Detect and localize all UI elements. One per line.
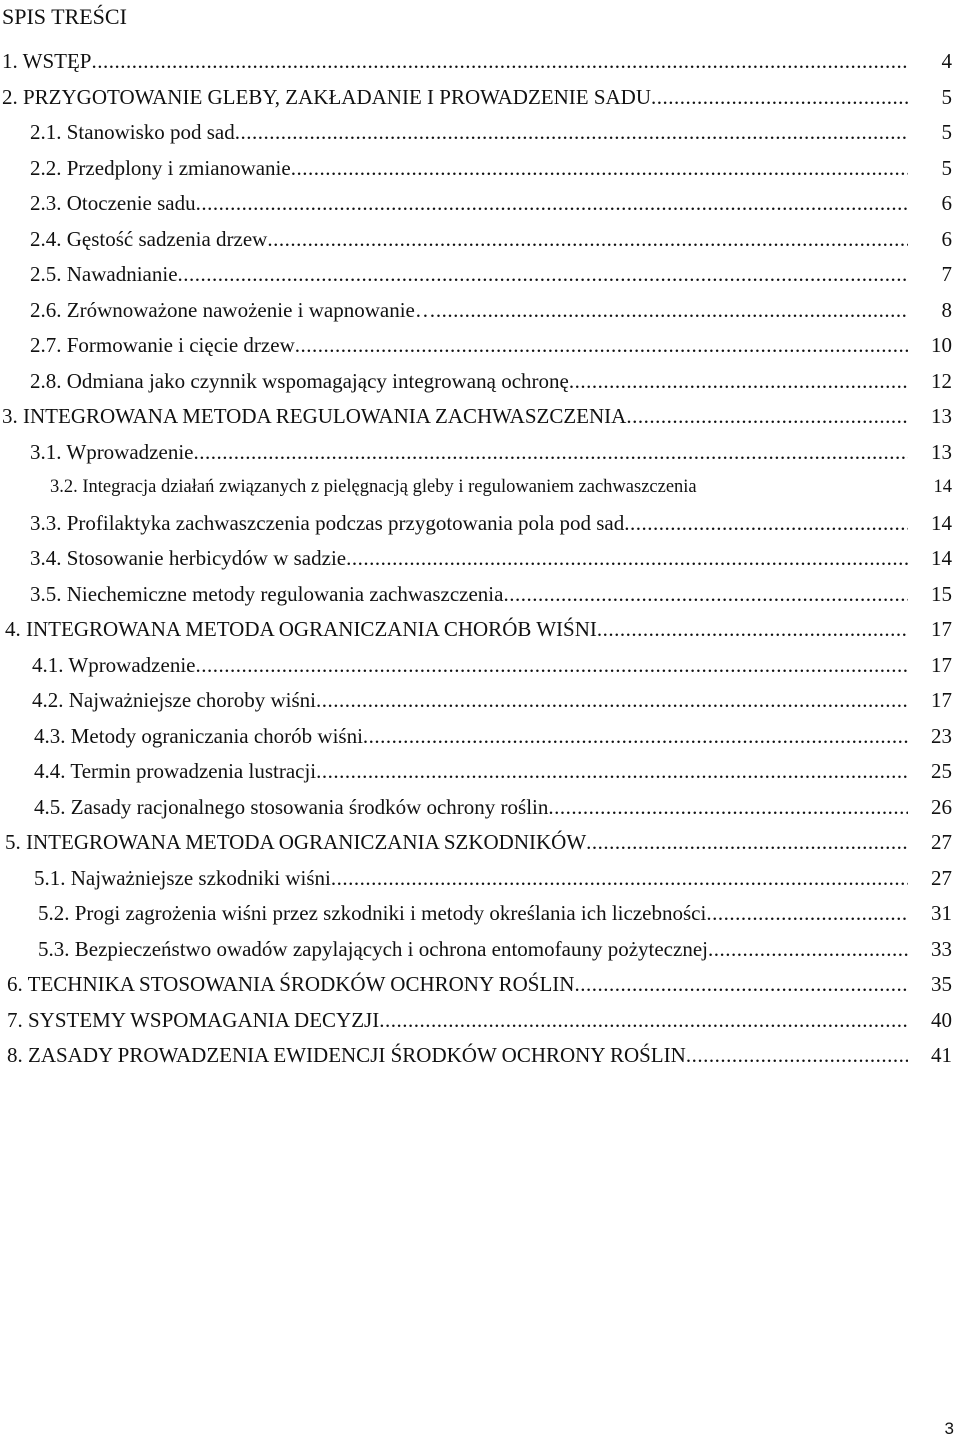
toc-entry-label: 4.5. Zasady racjonalnego stosowania środków ochrony roślin bbox=[34, 794, 549, 819]
dot-leader bbox=[196, 186, 908, 222]
page-number-footer: 3 bbox=[944, 1419, 954, 1438]
toc-page-number: 4 bbox=[941, 49, 952, 73]
toc-page-number: 13 bbox=[931, 439, 952, 464]
toc-entry-label: 3.5. Niechemiczne metody regulowania zachwaszczenia bbox=[30, 581, 504, 606]
toc-entry-label: 3.2. Integracja działań związanych z pielęgnacją gleby i regulowaniem zachwaszczenia bbox=[50, 477, 697, 497]
toc-entry-label: 4.1. Wprowadzenie bbox=[32, 652, 196, 677]
dot-leader bbox=[569, 364, 908, 400]
dot-leader bbox=[708, 932, 908, 968]
dot-leader bbox=[346, 541, 908, 577]
dot-leader bbox=[195, 648, 908, 684]
toc-page-number: 8 bbox=[941, 297, 952, 322]
dot-leader bbox=[624, 506, 908, 542]
toc-entry-label: 5.2. Progi zagrożenia wiśni przez szkodniki i metody określania ich liczebności bbox=[38, 901, 707, 925]
toc-page-number: 15 bbox=[931, 581, 952, 606]
toc-page-number: 12 bbox=[931, 368, 952, 393]
toc-page-number: 5 bbox=[941, 155, 952, 180]
toc-entry[interactable] bbox=[0, 364, 960, 400]
toc-entry[interactable] bbox=[0, 541, 960, 577]
toc-page-number: 17 bbox=[931, 652, 952, 677]
toc-page-number: 26 bbox=[931, 794, 952, 819]
dot-leader bbox=[503, 577, 908, 613]
toc-entry[interactable] bbox=[0, 328, 960, 364]
toc-entry[interactable] bbox=[0, 115, 960, 151]
toc-entry[interactable] bbox=[0, 719, 960, 755]
toc-entry[interactable] bbox=[0, 754, 960, 790]
dot-leader bbox=[436, 293, 908, 329]
toc-entry-label: 4.4. Termin prowadzenia lustracji bbox=[34, 759, 317, 783]
toc-entry[interactable] bbox=[0, 861, 960, 897]
dot-leader bbox=[651, 80, 908, 116]
dot-leader bbox=[295, 328, 908, 364]
toc-page-number: 6 bbox=[941, 226, 952, 251]
toc-page-number: 17 bbox=[931, 688, 952, 712]
toc-page-number: 14 bbox=[931, 546, 952, 570]
dot-leader bbox=[267, 222, 908, 258]
toc-entry-label: 4. INTEGROWANA METODA OGRANICZANIA CHORÓB WIŚNI bbox=[5, 617, 597, 641]
toc-page-number: 5 bbox=[941, 120, 952, 144]
toc-entry-label: 2.5. Nawadnianie bbox=[30, 262, 178, 286]
toc-entry[interactable] bbox=[0, 151, 960, 187]
toc-entry[interactable] bbox=[0, 293, 960, 329]
toc-entry-label: 5.3. Bezpieczeństwo owadów zapylających i ochrona entomofauny pożytecznej bbox=[38, 936, 708, 961]
toc-page-number: 7 bbox=[941, 262, 952, 286]
toc-entry-label: 2.1. Stanowisko pod sad bbox=[30, 120, 235, 144]
toc-entry[interactable] bbox=[0, 648, 960, 684]
dot-leader bbox=[548, 790, 908, 826]
toc-entry[interactable] bbox=[0, 435, 960, 471]
dot-leader bbox=[291, 151, 908, 187]
toc-page-number: 5 bbox=[941, 84, 952, 109]
toc-entry-label: 4.2. Najważniejsze choroby wiśni bbox=[32, 688, 317, 712]
toc-entry-label: 2.2. Przedplony i zmianowanie bbox=[30, 155, 291, 180]
toc-page-number: 14 bbox=[931, 510, 952, 535]
toc-entry[interactable] bbox=[0, 612, 960, 648]
toc-page-number: 33 bbox=[931, 936, 952, 961]
toc-entry[interactable] bbox=[0, 1038, 960, 1074]
toc-entry[interactable] bbox=[0, 44, 960, 80]
toc-entry-label: 3. INTEGROWANA METODA REGULOWANIA ZACHWASZCZENIA bbox=[2, 404, 627, 428]
toc-entry-label: 2.7. Formowanie i cięcie drzew bbox=[30, 333, 295, 357]
toc-page-number: 40 bbox=[931, 1007, 952, 1032]
toc-entry-label: 8. ZASADY PROWADZENIA EWIDENCJI ŚRODKÓW OCHRONY ROŚLIN bbox=[7, 1043, 686, 1067]
toc-page-number: 27 bbox=[931, 830, 952, 854]
toc-entry-label: 3.4. Stosowanie herbicydów w sadzie bbox=[30, 546, 347, 570]
toc-entry-label: 1. WSTĘP bbox=[2, 49, 92, 73]
toc-page-number: 25 bbox=[931, 759, 952, 783]
toc-page-number: 31 bbox=[931, 901, 952, 925]
dot-leader bbox=[178, 257, 908, 293]
dot-leader bbox=[706, 896, 908, 932]
toc-entry[interactable] bbox=[0, 257, 960, 293]
dot-leader bbox=[363, 719, 908, 755]
toc-entry[interactable] bbox=[0, 932, 960, 968]
dot-leader bbox=[331, 861, 908, 897]
toc-page-number: 14 bbox=[933, 477, 952, 497]
table-of-contents bbox=[0, 44, 960, 1074]
toc-entry[interactable] bbox=[0, 577, 960, 613]
dot-leader bbox=[316, 754, 908, 790]
toc-entry-label: 2.8. Odmiana jako czynnik wspomagający integrowaną ochronę bbox=[30, 368, 569, 393]
dot-leader bbox=[379, 1003, 908, 1039]
toc-page-number: 6 bbox=[941, 191, 952, 215]
dot-leader bbox=[586, 825, 908, 861]
toc-entry-label: 5. INTEGROWANA METODA OGRANICZANIA SZKODNIKÓW bbox=[5, 830, 587, 854]
toc-page-number: 23 bbox=[931, 723, 952, 748]
toc-entry[interactable] bbox=[0, 825, 960, 861]
toc-page-number: 35 bbox=[931, 972, 952, 996]
toc-entry-label: 4.3. Metody ograniczania chorób wiśni bbox=[34, 723, 363, 748]
toc-entry-label: 7. SYSTEMY WSPOMAGANIA DECYZJI bbox=[7, 1007, 380, 1032]
toc-entry[interactable] bbox=[0, 399, 960, 435]
toc-entry-label: 3.3. Profilaktyka zachwaszczenia podczas przygotowania pola pod sad bbox=[30, 510, 625, 535]
dot-leader bbox=[235, 115, 908, 151]
toc-entry-label: 2.4. Gęstość sadzenia drzew bbox=[30, 226, 268, 251]
toc-entry[interactable] bbox=[0, 506, 960, 542]
toc-entry[interactable] bbox=[0, 896, 960, 932]
toc-entry[interactable] bbox=[0, 967, 960, 1003]
dot-leader bbox=[193, 435, 908, 471]
toc-entry-label: 3.1. Wprowadzenie bbox=[30, 439, 194, 464]
page-title: SPIS TREŚCI bbox=[2, 4, 127, 29]
toc-entry[interactable] bbox=[0, 470, 960, 506]
toc-page-number: 41 bbox=[931, 1043, 952, 1067]
toc-entry-label: 6. TECHNIKA STOSOWANIA ŚRODKÓW OCHRONY ROŚLIN bbox=[7, 972, 575, 996]
toc-entry-label: 2.3. Otoczenie sadu bbox=[30, 191, 196, 215]
toc-entry-label: 2.6. Zrównoważone nawożenie i wapnowanie… bbox=[30, 297, 436, 322]
toc-entry[interactable] bbox=[0, 790, 960, 826]
toc-entry[interactable] bbox=[0, 186, 960, 222]
toc-entry[interactable] bbox=[0, 80, 960, 116]
toc-page-number: 10 bbox=[931, 333, 952, 357]
toc-entry[interactable] bbox=[0, 1003, 960, 1039]
toc-page-number: 13 bbox=[931, 404, 952, 428]
toc-entry-label: 2. PRZYGOTOWANIE GLEBY, ZAKŁADANIE I PROWADZENIE SADU bbox=[2, 84, 652, 109]
dot-leader bbox=[626, 399, 908, 435]
toc-page-number: 27 bbox=[931, 865, 952, 890]
toc-entry[interactable] bbox=[0, 683, 960, 719]
toc-page-number: 17 bbox=[931, 617, 952, 641]
dot-leader bbox=[686, 1038, 908, 1074]
dot-leader bbox=[597, 612, 908, 648]
dot-leader bbox=[574, 967, 908, 1003]
dot-leader bbox=[91, 44, 908, 80]
toc-entry[interactable] bbox=[0, 222, 960, 258]
toc-entry-label: 5.1. Najważniejsze szkodniki wiśni bbox=[34, 865, 331, 890]
dot-leader bbox=[316, 683, 908, 719]
